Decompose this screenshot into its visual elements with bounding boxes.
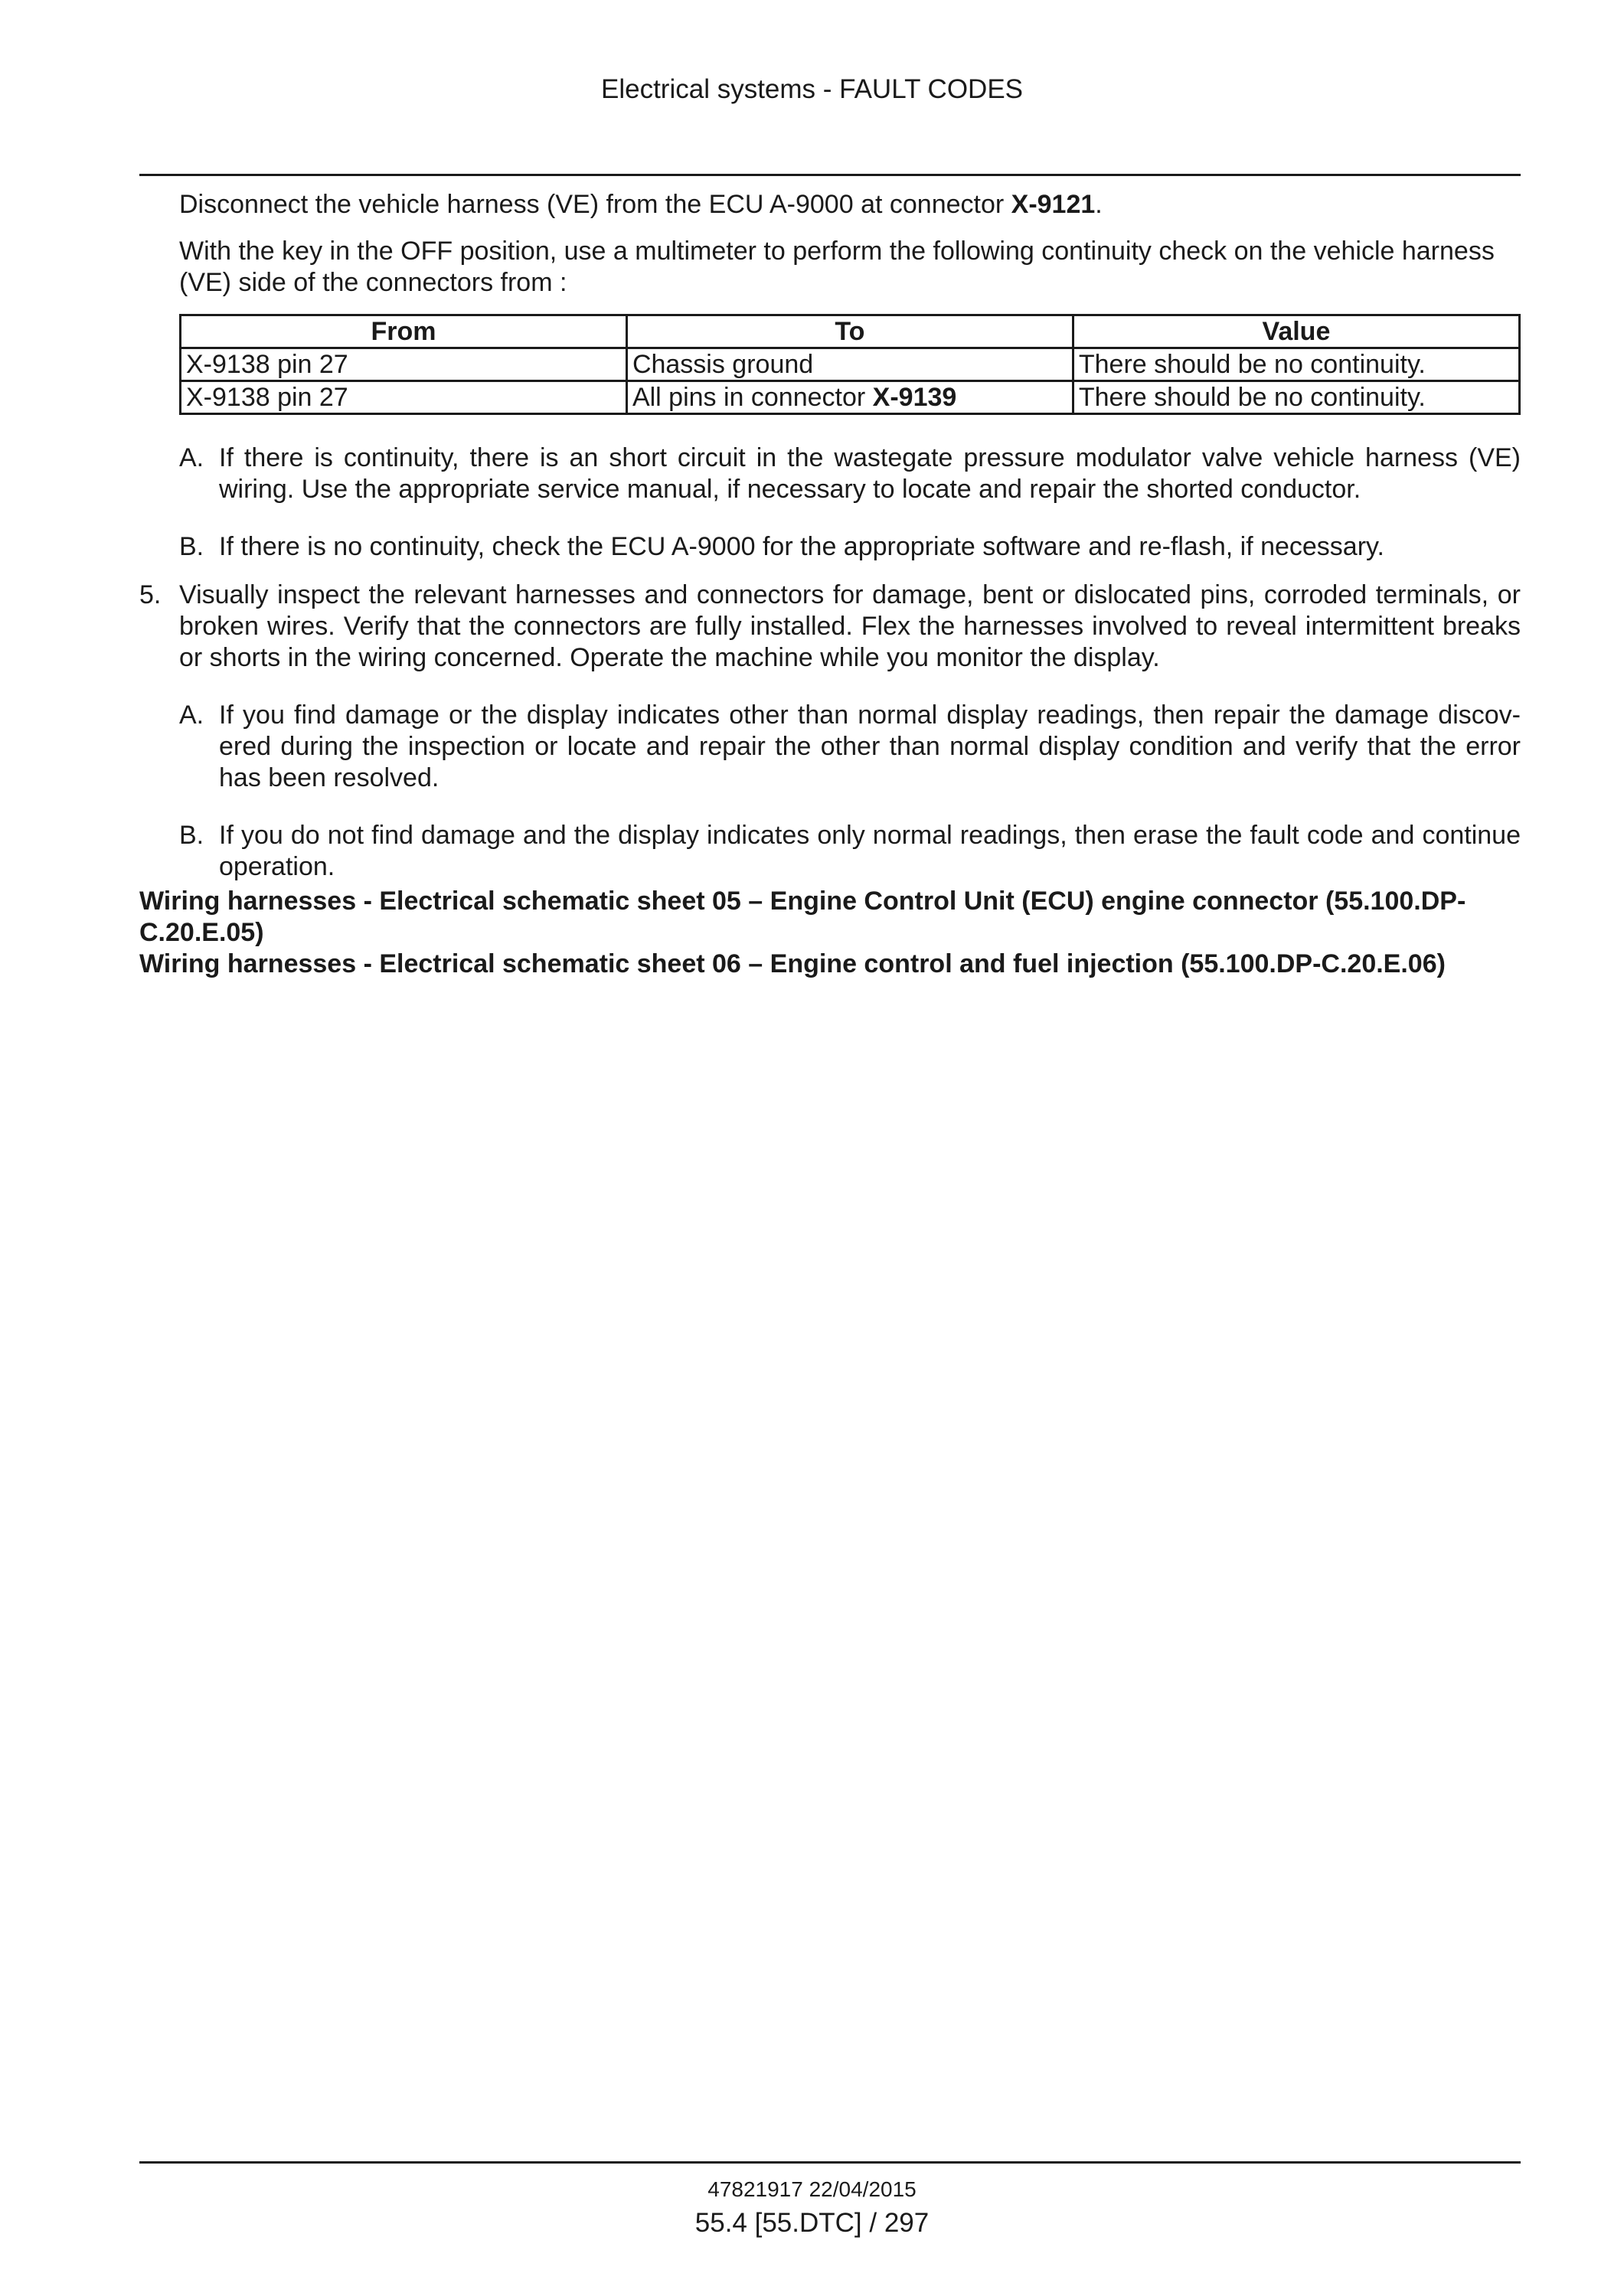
schematic-link-05[interactable]: Wiring harnesses - Electrical schematic sheet 05 – Engine Control Unit (ECU) engine connector (55.100.DP-C.20.E.05) <box>139 887 1466 947</box>
to-text: Chassis ground <box>632 350 814 379</box>
step-text: If there is no continuity, check the ECU A-9000 for the appropriate software and re-flash, if necessary. <box>219 532 1384 561</box>
step-text: Visually inspect the relevant harnesses and connectors for damage, bent or dislocated pins, corroded terminals, or broken wires. Verify that the connectors are fully installed. Flex the harnesses involved to reveal intermittent breaks or shorts in the wiring concerned. Operate the machine while you monitor the display. <box>179 580 1521 672</box>
step-marker: A. <box>179 701 204 730</box>
disconnect-end: . <box>1095 190 1103 219</box>
footer-page-number: 55.4 [55.DTC] / 297 <box>694 2208 930 2238</box>
table-cell-from: X-9138 pin 27 <box>181 348 627 381</box>
table-cell-to <box>626 381 1073 414</box>
step-marker: 5. <box>139 580 162 609</box>
step-marker: A. <box>179 443 204 472</box>
table-header-value: Value <box>1073 315 1519 348</box>
disconnect-text: Disconnect the vehicle harness (VE) from the ECU A-9000 at connector <box>179 190 1011 219</box>
table-header-row <box>181 315 1520 348</box>
table-cell-to <box>626 348 1073 381</box>
step-text: If you do not find damage and the display indicates only normal readings, then erase the fault code and continue operation. <box>219 821 1521 881</box>
step-5b <box>179 820 1521 883</box>
to-text: All pins in connector <box>632 383 873 412</box>
table-cell-value: There should be no continuity. <box>1073 381 1519 414</box>
related-links <box>139 886 1521 980</box>
key-off-instruction: With the key in the OFF position, use a multimeter to perform the following continuity check on the vehicle harness (VE) side of the connectors from : <box>179 237 1495 297</box>
step-text: If there is continuity, there is an short circuit in the wastegate pressure modulator valve vehicle harness (VE) wiring. Use the appropriate service manual, if necessary to locate and repair the shorted conductor. <box>219 443 1521 504</box>
table-row <box>181 381 1520 414</box>
to-connector: X-9139 <box>872 383 957 412</box>
footer-doc-ref: 47821917 22/04/2015 <box>707 2177 917 2201</box>
continuity-check-table <box>179 314 1521 415</box>
step-marker: B. <box>179 821 204 850</box>
page-content <box>139 189 1521 980</box>
step-5a <box>179 700 1521 794</box>
table-cell-value: There should be no continuity. <box>1073 348 1519 381</box>
step-4b <box>179 531 1521 563</box>
step-4a <box>179 443 1521 505</box>
table-header-to: To <box>626 315 1073 348</box>
table-cell-from: X-9138 pin 27 <box>181 381 627 414</box>
header-divider <box>139 174 1521 176</box>
schematic-link-06[interactable]: Wiring harnesses - Electrical schematic sheet 06 – Engine control and fuel injection (55.100.DP-C.20.E.06) <box>139 949 1446 978</box>
step-marker: B. <box>179 532 204 561</box>
step-5 <box>139 580 1521 674</box>
step-text: If you find damage or the display indicates other than normal display readings, then repair the damage discov-ered during the inspection or locate and repair the other than normal display condition and verify that the error has been resolved. <box>219 701 1521 792</box>
footer-divider <box>139 2161 1521 2164</box>
disconnect-instruction <box>179 189 1521 220</box>
table-header-from: From <box>181 315 627 348</box>
page-header-title: Electrical systems - FAULT CODES <box>600 74 1024 104</box>
connector-ref: X-9121 <box>1011 190 1096 219</box>
table-row <box>181 348 1520 381</box>
